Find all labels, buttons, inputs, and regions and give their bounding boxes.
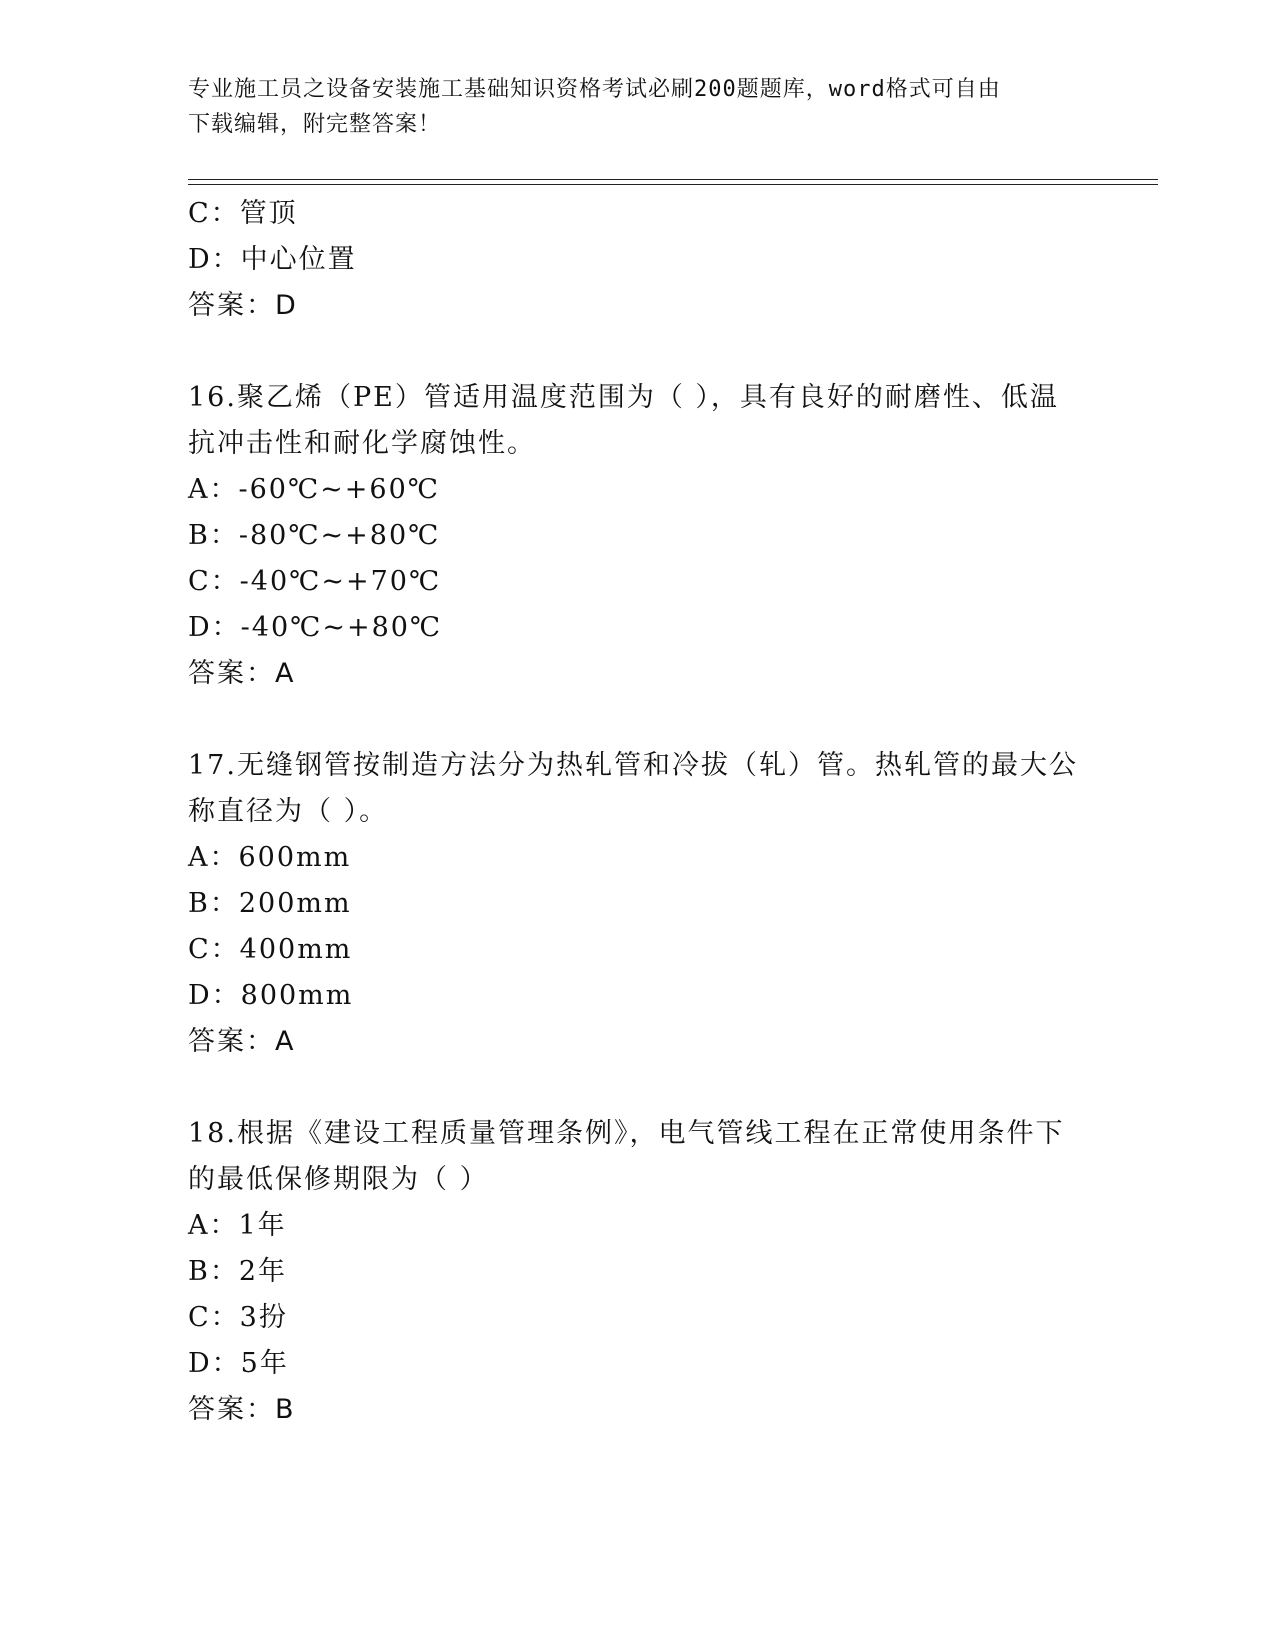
question-text-line-1: 18.根据《建设工程质量管理条例》，电气管线工程在正常使用条件下 bbox=[188, 1118, 1065, 1149]
option-b: B：200mm bbox=[188, 888, 352, 919]
header-divider-bottom bbox=[188, 184, 1158, 185]
question-18 bbox=[188, 1111, 1088, 1433]
question-17 bbox=[188, 743, 1088, 1065]
question-text-line-2: 的最低保修期限为（ ） bbox=[188, 1164, 489, 1195]
answer-line: 答案：A bbox=[188, 658, 296, 689]
option-a: A：-60℃~+60℃ bbox=[188, 474, 440, 505]
answer-line: 答案：B bbox=[188, 1394, 296, 1425]
option-d: D：-40℃~+80℃ bbox=[188, 612, 443, 643]
option-d: D：800mm bbox=[188, 980, 354, 1011]
question-15-tail bbox=[188, 191, 1088, 329]
option-c: C：管顶 bbox=[188, 198, 298, 229]
document-header bbox=[188, 72, 1088, 142]
option-d: D：中心位置 bbox=[188, 244, 357, 275]
question-text-line-1: 17.无缝钢管按制造方法分为热轧管和冷拔（轧）管。热轧管的最大公 bbox=[188, 750, 1078, 781]
spacer bbox=[188, 329, 1088, 375]
question-text-line-2: 抗冲击性和耐化学腐蚀性。 bbox=[188, 428, 536, 459]
question-text-line-1: 16.聚乙烯（PE）管适用温度范围为（ ），具有良好的耐磨性、低温 bbox=[188, 382, 1059, 413]
header-line-2: 下载编辑，附完整答案！ bbox=[188, 112, 442, 137]
answer-line: 答案：D bbox=[188, 290, 298, 321]
option-c: C：3扮 bbox=[188, 1302, 288, 1333]
question-16 bbox=[188, 375, 1088, 697]
spacer bbox=[188, 1065, 1088, 1111]
option-b: B：2年 bbox=[188, 1256, 288, 1287]
option-d: D：5年 bbox=[188, 1348, 289, 1379]
option-c: C：400mm bbox=[188, 934, 353, 965]
question-list bbox=[188, 191, 1088, 1433]
option-a: A：600mm bbox=[188, 842, 352, 873]
header-divider-top bbox=[188, 179, 1158, 180]
option-b: B：-80℃~+80℃ bbox=[188, 520, 441, 551]
question-text-line-2: 称直径为（ ）。 bbox=[188, 796, 389, 827]
answer-line: 答案：A bbox=[188, 1026, 296, 1057]
header-line-1: 专业施工员之设备安装施工基础知识资格考试必刷200题题库，word格式可自由 bbox=[188, 77, 1001, 102]
option-a: A：1年 bbox=[188, 1210, 287, 1241]
option-c: C：-40℃~+70℃ bbox=[188, 566, 442, 597]
spacer bbox=[188, 697, 1088, 743]
